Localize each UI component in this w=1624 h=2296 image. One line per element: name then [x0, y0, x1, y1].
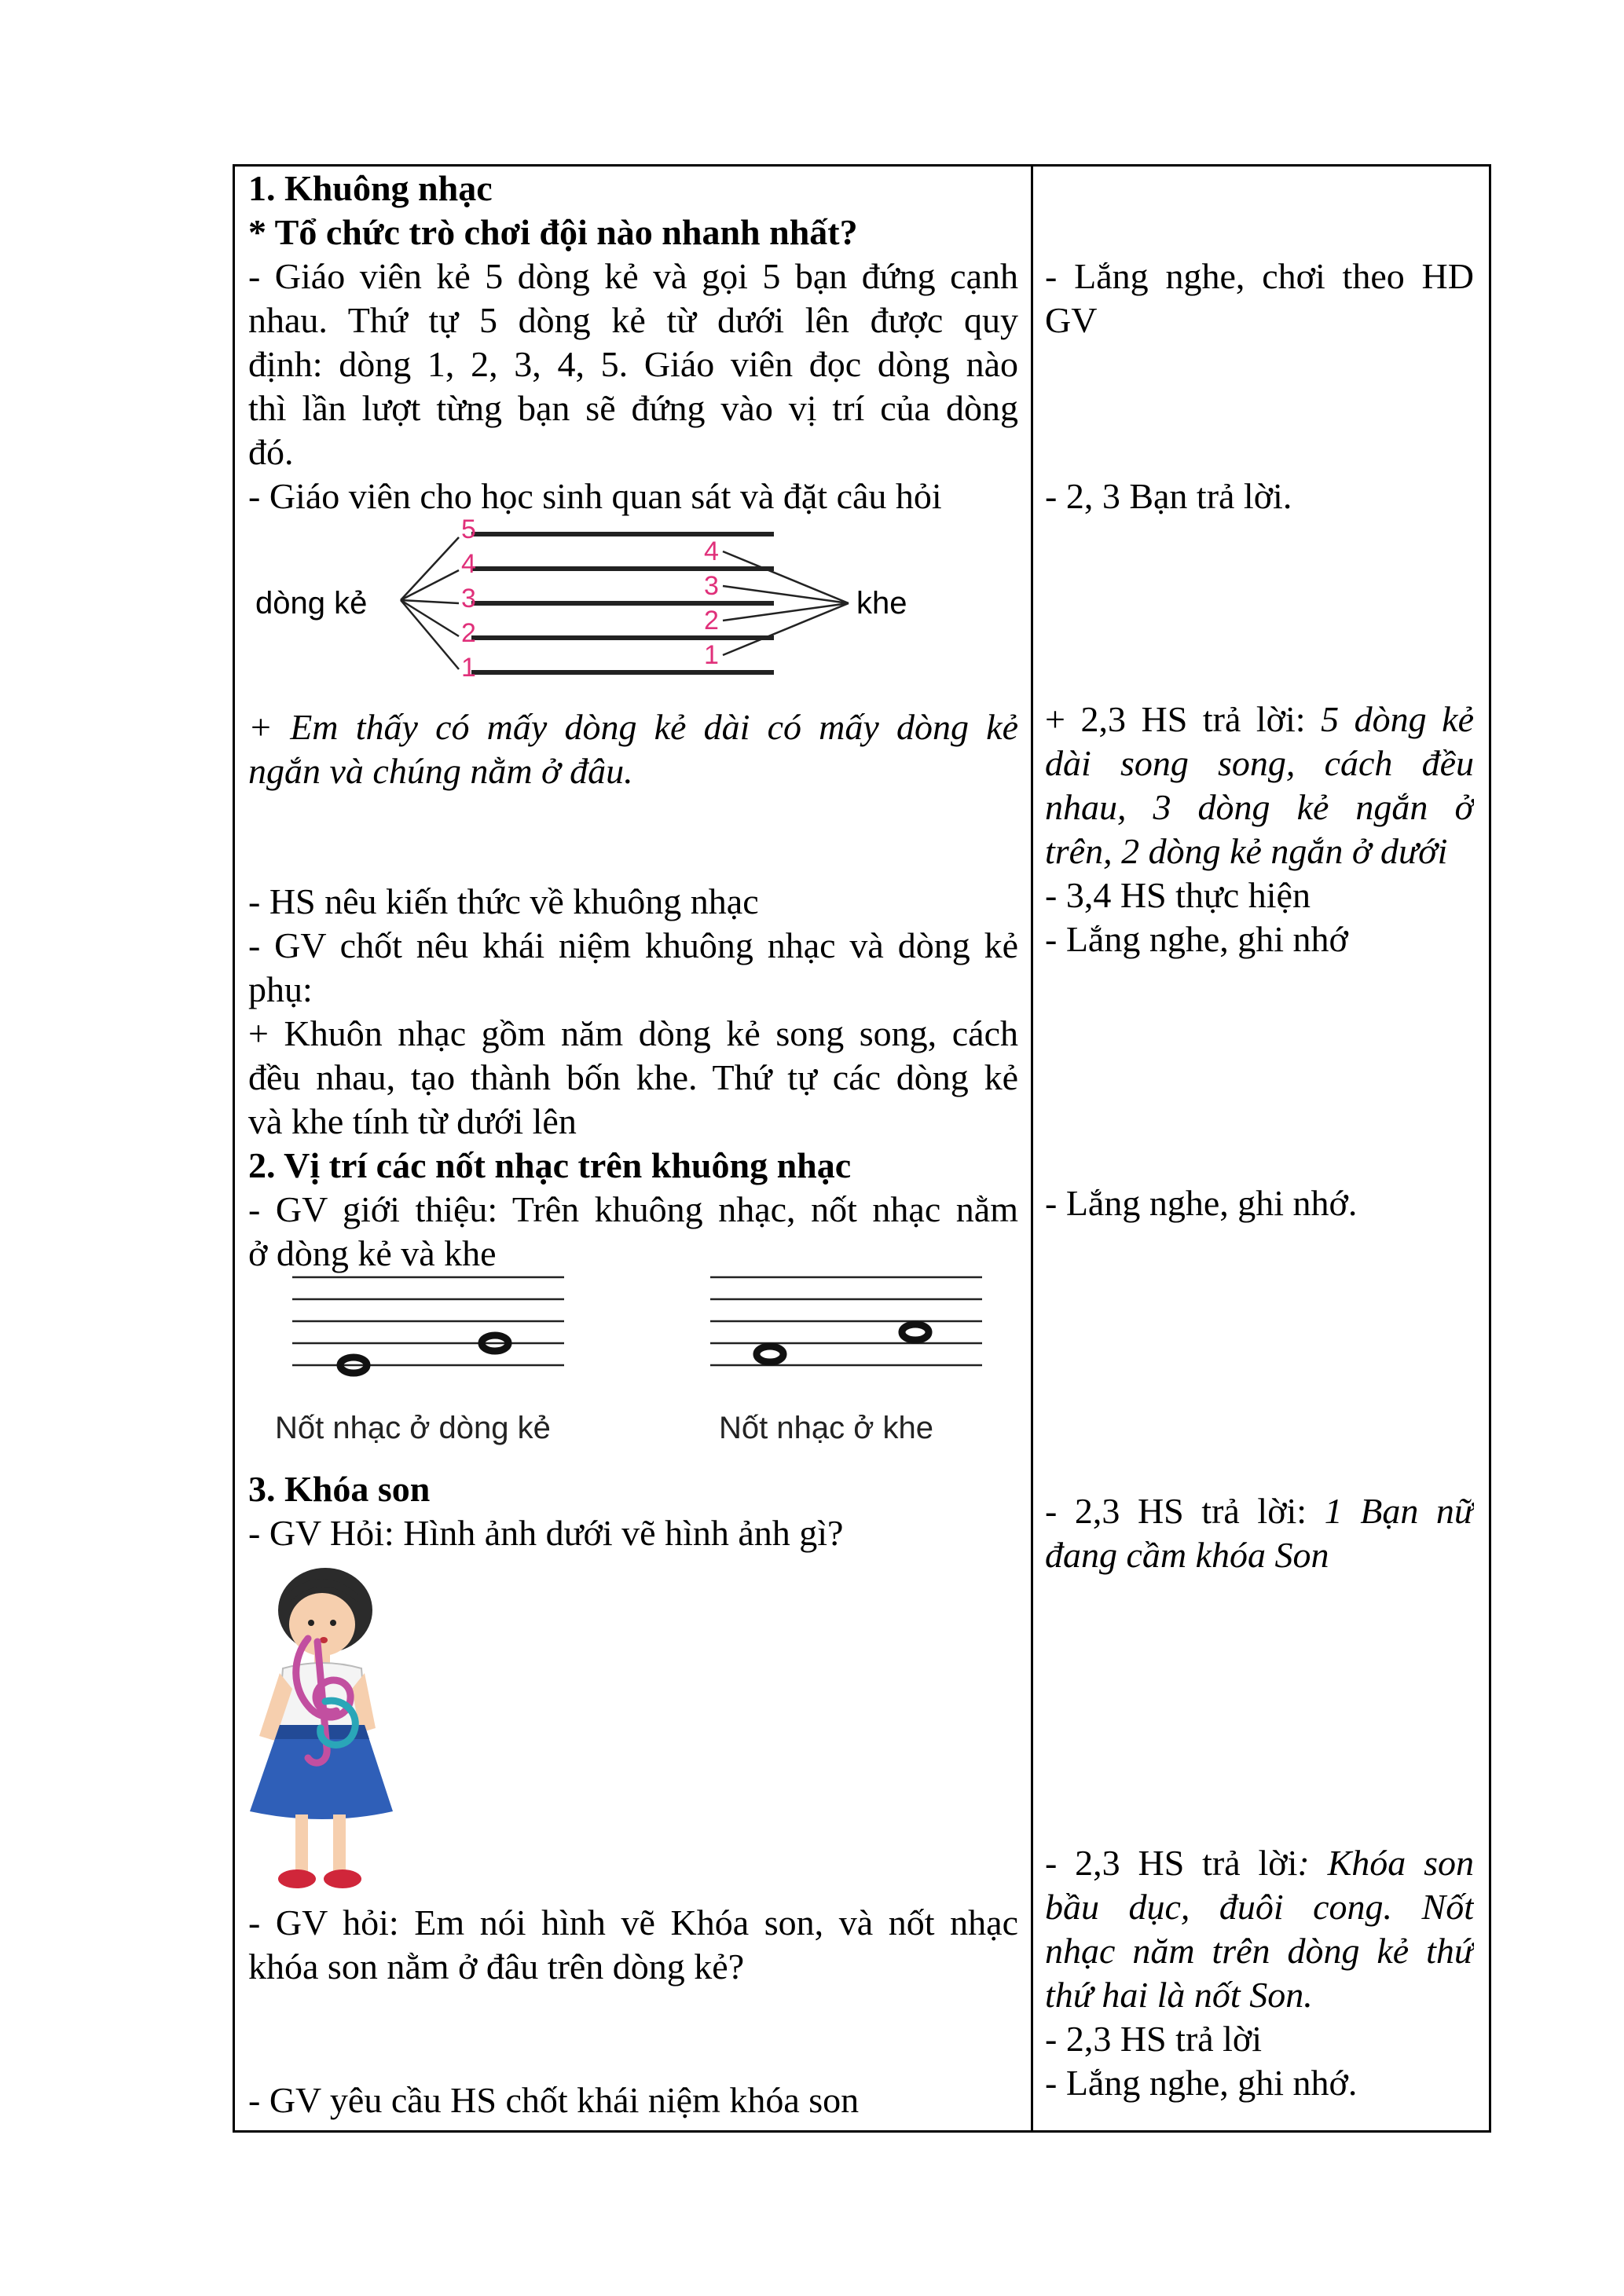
response-line: - Lắng nghe, chơi theo HD: [1045, 256, 1474, 296]
text-line: khóa son nằm ở đâu trên dòng kẻ?: [248, 1946, 745, 1987]
text-line: - GV hỏi: Em nói hình vẽ Khóa son, và nốt nhạc: [248, 1902, 1018, 1943]
response-line: thứ hai là nốt Son.: [1045, 1975, 1313, 2015]
response-line: trên, 2 dòng kẻ ngắn ở dưới: [1045, 831, 1448, 871]
text-line: - GV giới thiệu: Trên khuông nhạc, nốt nhạc nằm: [248, 1189, 1018, 1229]
space-number: 3: [704, 571, 719, 601]
text-line: - GV chốt nêu khái niệm khuông nhạc và dòng kẻ: [248, 925, 1018, 965]
question-line: ngắn và chúng nằm ở đâu.: [248, 751, 633, 791]
space-number: 4: [704, 536, 719, 566]
text-line: - Giáo viên kẻ 5 dòng kẻ và gọi 5 bạn đứng cạnh: [248, 256, 1018, 296]
text-line: - Giáo viên cho học sinh quan sát và đặt câu hỏi: [248, 476, 942, 516]
response-line: nhau, 3 dòng kẻ ngắn ở: [1045, 787, 1474, 827]
text-line: và khe tính từ dưới lên: [248, 1101, 577, 1141]
response-line: - 2,3 HS trả lời: Khóa son: [1045, 1843, 1474, 1883]
space-number: 2: [704, 606, 719, 635]
line-number: 1: [461, 653, 476, 683]
game-heading: * Tổ chức trò chơi đội nào nhanh nhất?: [248, 212, 858, 252]
text-line: đó.: [248, 432, 294, 472]
text-line: định: dòng 1, 2, 3, 4, 5. Giáo viên đọc dòng nào: [248, 344, 1018, 384]
text-line: đều nhau, tạo thành bốn khe. Thứ tự các dòng kẻ: [248, 1057, 1018, 1097]
response-line: - Lắng nghe, ghi nhớ: [1045, 919, 1348, 959]
response-line: - Lắng nghe, ghi nhớ.: [1045, 1183, 1358, 1223]
section-2-title: 2. Vị trí các nốt nhạc trên khuông nhạc: [248, 1145, 852, 1185]
response-line: - 2,3 HS trả lời: 1 Bạn nữ: [1045, 1491, 1474, 1531]
section-3-title: 3. Khóa son: [248, 1469, 431, 1509]
space-number: 1: [704, 640, 719, 670]
line-number: 3: [461, 584, 476, 613]
response-line: - 3,4 HS thực hiện: [1045, 875, 1311, 915]
line-number: 2: [461, 618, 476, 648]
text-line: - HS nêu kiến thức về khuông nhạc: [248, 881, 759, 921]
line-number: 4: [461, 549, 476, 579]
response-line: đang cầm khóa Son: [1045, 1535, 1329, 1575]
space-label: khe: [856, 586, 907, 621]
caption-note-in-space: Nốt nhạc ở khe: [719, 1411, 934, 1445]
text-line: phụ:: [248, 969, 313, 1009]
response-line: - 2, 3 Bạn trả lời.: [1045, 476, 1292, 516]
text-line: thì lần lượt từng bạn sẽ đứng vào vị trí của dòng: [248, 388, 1018, 428]
section-1-title: 1. Khuông nhạc: [248, 168, 493, 208]
caption-note-on-line: Nốt nhạc ở dòng kẻ: [275, 1411, 551, 1445]
response-line: - 2,3 HS trả lời: [1045, 2019, 1263, 2059]
text-line: - GV Hỏi: Hình ảnh dưới vẽ hình ảnh gì?: [248, 1513, 844, 1553]
line-number: 5: [461, 514, 476, 544]
response-line: dài song song, cách đều: [1045, 743, 1474, 783]
response-line: nhạc năm trên dòng kẻ thứ: [1045, 1931, 1474, 1971]
text-line: + Khuôn nhạc gồm năm dòng kẻ song song, cách: [248, 1013, 1018, 1053]
response-line: - Lắng nghe, ghi nhớ.: [1045, 2063, 1358, 2103]
response-line: + 2,3 HS trả lời: 5 dòng kẻ: [1045, 699, 1474, 739]
text-line: ở dòng kẻ và khe: [248, 1233, 497, 1273]
question-line: + Em thấy có mấy dòng kẻ dài có mấy dòng kẻ: [248, 707, 1018, 747]
text-line: - GV yêu cầu HS chốt khái niệm khóa son: [248, 2080, 860, 2120]
text-line: nhau. Thứ tự 5 dòng kẻ từ dưới lên được quy: [248, 300, 1018, 340]
line-label: dòng kẻ: [255, 586, 368, 621]
response-line: GV: [1045, 300, 1098, 340]
response-line: bầu dục, đuôi cong. Nốt: [1045, 1887, 1474, 1927]
